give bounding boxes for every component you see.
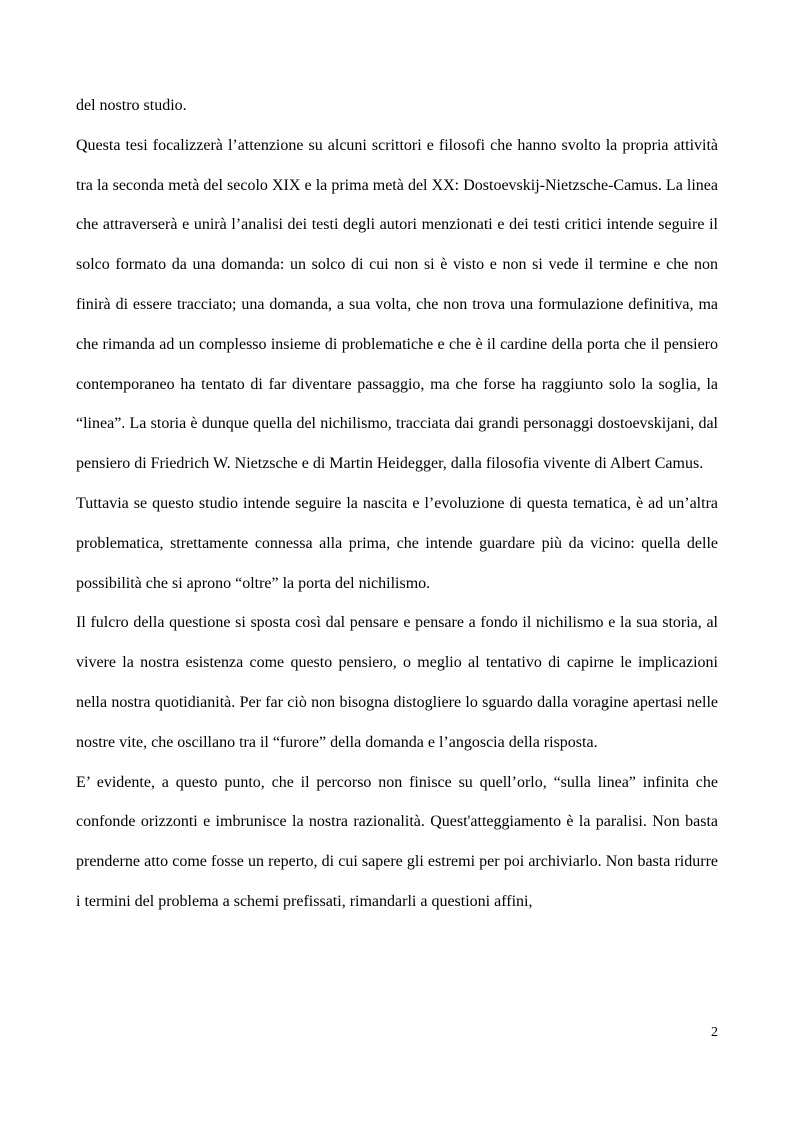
paragraph-fulcrum: Il fulcro della questione si sposta così dal pensare e pensare a fondo il nichilismo e la sua storia, al vivere la nostra esistenza come questo pensiero, o meglio al tentativo di capirne le implicazioni nella nostra quotidianità. Per far ciò non bisogna distogliere lo sguardo dalla voragine apertasi nelle nostre vite, che oscillano tra il “furore” della domanda e l’angoscia della risposta. [76, 614, 718, 751]
paragraph-beyond-nihilism: Tuttavia se questo studio intende seguire la nascita e l’evoluzione di questa tematica, è ad un’altra problematica, strettamente connessa alla prima, che intende guardare più da vicino: quella delle possibilità che si aprono “oltre” la porta del nichilismo. [76, 494, 718, 592]
paragraph-thesis-focus: Questa tesi focalizzerà l’attenzione su alcuni scrittori e filosofi che hanno svolto la propria attività tra la seconda metà del secolo XIX e la prima metà del XX: Dostoevskij-Nietzsche-Camus. La linea che attraverserà e unirà l’analisi dei testi degli autori menzionati e dei testi critici intende seguire il solco formato da una domanda: un solco di cui non si è visto e non si vede il termine e che non finirà di essere tracciato; una domanda, a sua volta, che non trova una formulazione definitiva, ma che rimanda ad un complesso insieme di problematiche e che è il cardine della porta che il pensiero contemporaneo ha tentato di far diventare passaggio, ma che forse ha raggiunto solo la soglia, la “linea”. La storia è dunque quella del nichilismo, tracciata dai grandi personaggi dostoevskijani, dal pensiero di Friedrich W. Nietzsche e di Martin Heidegger, dalla filosofia vivente di Albert Camus. [76, 136, 718, 473]
page-number: 2 [711, 1025, 718, 1040]
paragraph-paralysis: E’ evidente, a questo punto, che il percorso non finisce su quell’orlo, “sulla linea” infinita che confonde orizzonti e imbrunisce la nostra razionalità. Quest'atteggiamento è la paralisi. Non basta prenderne atto come fosse un reperto, di cui sapere gli estremi per poi archiviarlo. Non basta ridurre i termini del problema a schemi prefissati, rimandarli a questioni affini, [76, 773, 718, 910]
paragraph-continuation: del nostro studio. [76, 97, 187, 114]
body-text [76, 86, 718, 922]
